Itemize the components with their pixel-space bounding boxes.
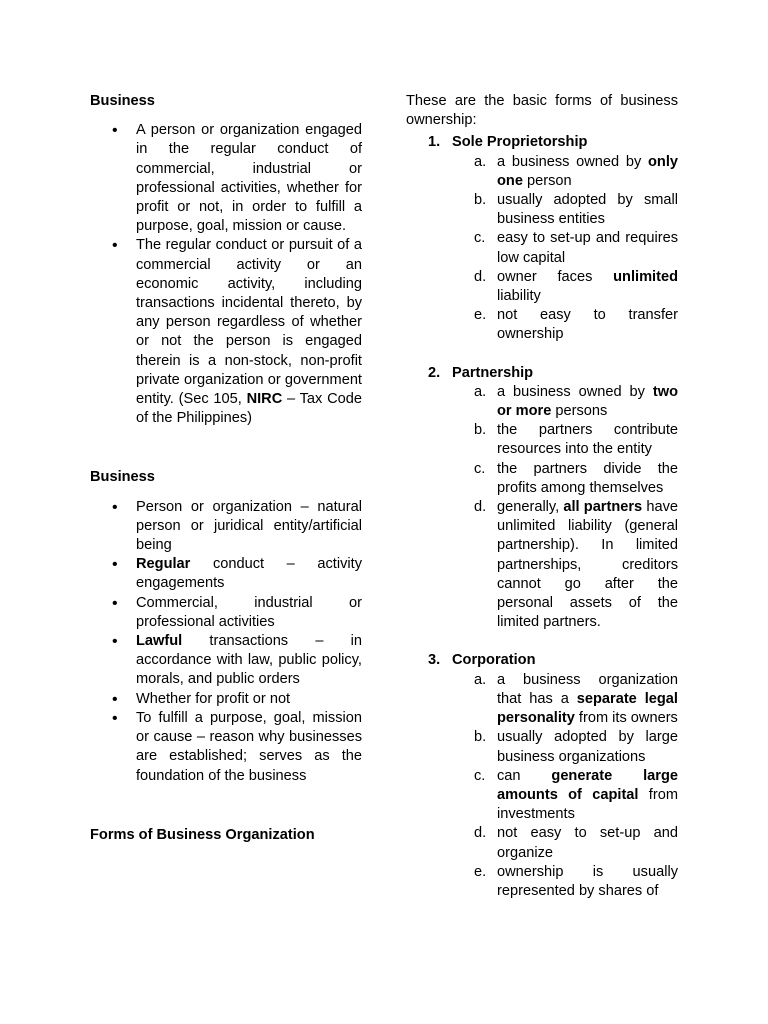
section-heading-business: Business [90,93,155,109]
business-definition-list [90,121,362,428]
corporation-features [452,671,678,901]
business-elements-list [90,498,362,786]
list-item: a. a business organization that has a separate legal personality from its owners [474,671,678,727]
list-item: • To fulfill a purpose, goal, mission or cause – reason why businesses are established; serves as the foundation of the business [90,709,362,786]
form-partnership: 2. Partnership a. a business owned by two or more persons b. the partners contribute resources into the entity c. the partners divide the profits among themselves d. generally, all partners have unlimited liability (general partnership). In limited partnerships, creditors cannot go after the personal assets of the limited partners. [406,364,678,633]
partnership-features [452,383,678,633]
list-item: b. usually adopted by small business entities [474,192,678,228]
list-item: b. the partners contribute resources into the entity [474,422,678,458]
form-corporation: 3. Corporation a. a business organization that has a separate legal personality from its owners b. usually adopted by large business organizations c. can generate large amounts of capital from investments d. not easy to set-up and organize e. ownership is usually represented by shares of [406,651,678,901]
right-column [406,92,678,901]
list-item: a. a business owned by only one person [474,153,678,189]
list-item: d. owner faces unlimited liability [474,268,678,305]
list-item: e. not easy to transfer ownership [474,307,678,343]
list-item: • Commercial, industrial or professional activities [90,594,362,632]
list-item: • A person or organization engaged in the regular conduct of commercial, industrial or professional activities, whether for profit or not, in order to fulfill a purpose, goal, mission or cause. [90,121,362,236]
list-item: b. usually adopted by large business organizations [474,729,678,765]
list-item: • Regular conduct – activity engagements [90,555,362,593]
list-item: c. the partners divide the profits among themselves [474,460,678,496]
form-sole-proprietorship: 1. Sole Proprietorship a. a business owned by only one person b. usually adopted by small business entities c. easy to set-up and requires low capital d. owner faces unlimited liability e. not easy to transfer ownership [406,133,678,344]
forms-list [406,133,678,901]
list-item: • Whether for profit or not [90,690,362,709]
list-item: d. not easy to set-up and organize [474,825,678,861]
list-item: d. generally, all partners have unlimited liability (general partnership). In limited partnerships, creditors cannot go after the personal assets of the limited partners. [474,499,678,631]
section-heading-business-2: Business [90,469,155,486]
list-item: e. ownership is usually represented by shares of [474,863,678,899]
list-item: c. can generate large amounts of capital from investments [474,767,678,823]
list-item: • The regular conduct or pursuit of a commercial activity or an economic activity, including transactions incidental thereto, by any person regardless of whether or not the person is engaged therein is a non-stock, non-profit private organization or government entity. (Sec 105, NIRC – Tax Code of the Philippines) [90,236,362,428]
sole-proprietorship-features [452,153,678,345]
intro-paragraph: These are the basic forms of business ownership: [406,93,678,129]
list-item: • Lawful transactions – in accordance with law, public policy, morals, and public orders [90,632,362,690]
section-heading-forms: Forms of Business Organization [90,826,315,843]
list-item: a. a business owned by two or more persons [474,383,678,420]
list-item: • Person or organization – natural person or juridical entity/artificial being [90,498,362,556]
left-column [90,92,362,845]
list-item: c. easy to set-up and requires low capital [474,230,678,266]
